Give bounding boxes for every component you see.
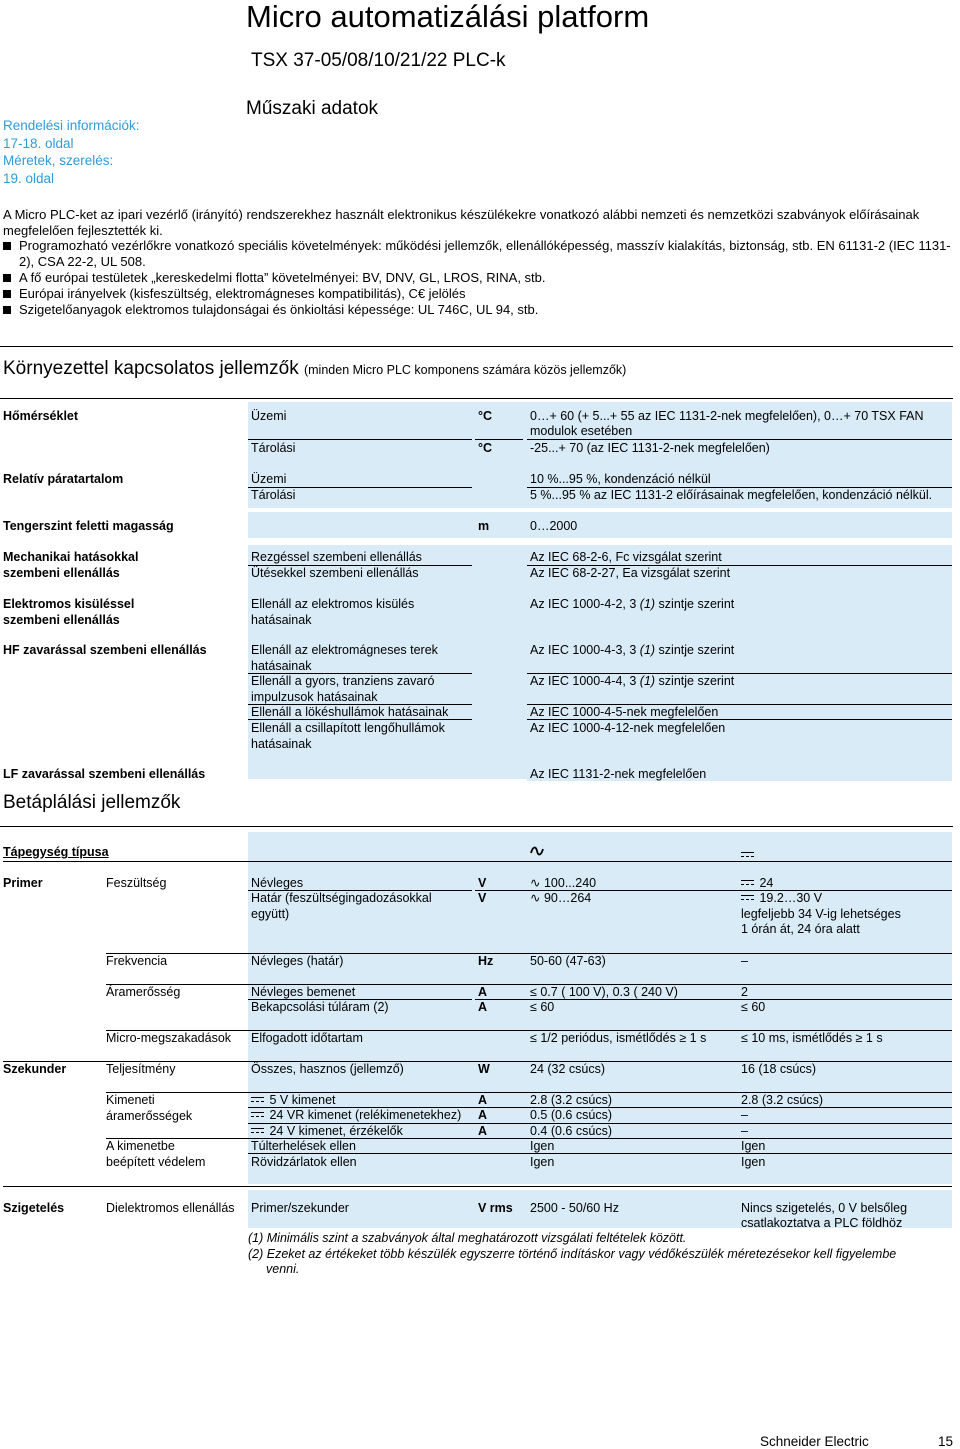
- cell: Ellenáll az elektromos kisülés: [251, 597, 415, 611]
- dc-icon: [251, 1128, 264, 1136]
- divider: [0, 346, 953, 347]
- cell: Az IEC 1131-2-nek megfelelően: [530, 767, 707, 781]
- cell: legfeljebb 34 V-ig lehetséges: [741, 907, 901, 921]
- footnote: venni.: [266, 1262, 300, 1276]
- cell: Feszültség: [106, 876, 167, 890]
- cell: Igen: [530, 1139, 555, 1153]
- unit: V: [478, 876, 487, 890]
- cell: együtt): [251, 907, 290, 921]
- ref-line[interactable]: Méretek, szerelés:: [3, 153, 114, 168]
- cell: Primer/szekunder: [251, 1201, 349, 1215]
- cell: Névleges bemenet: [251, 985, 356, 999]
- unit: °C: [478, 441, 493, 455]
- cell: ≤ 60: [530, 1000, 555, 1014]
- rule: [106, 953, 952, 954]
- cell: Az IEC 1000-4-12-nek megfelelően: [530, 721, 726, 735]
- page-number: 15: [938, 1434, 954, 1449]
- row-label: Tengerszint feletti magasság: [3, 519, 174, 533]
- unit: A: [478, 1000, 488, 1014]
- cell: Áramerősség: [106, 985, 181, 999]
- standards-list: [3, 238, 955, 318]
- row-label: LF zavarással szembeni ellenállás: [3, 767, 206, 781]
- row-label: Relatív páratartalom: [3, 472, 124, 486]
- cell: Üzemi: [251, 472, 287, 486]
- rule: [106, 1092, 952, 1093]
- cell: 2.8 (3.2 csúcs): [741, 1093, 823, 1107]
- cell: 0…2000: [530, 519, 578, 533]
- cell: 19.2…30 V: [741, 891, 822, 907]
- cell: Az IEC 1000-4-4, 3 (1) szintje szerint: [530, 674, 735, 688]
- page-title: Micro automatizálási platform: [246, 0, 650, 34]
- unit: Hz: [478, 954, 494, 968]
- footnote: (1) Minimális szint a szabványok által meghatározott vizsgálati feltételek között.: [248, 1231, 687, 1245]
- cell: Dielektromos ellenállás: [106, 1201, 235, 1215]
- ac-icon: ∿: [530, 891, 541, 905]
- cell: -25...+ 70 (az IEC 1131-2-nek megfelelően): [530, 441, 770, 455]
- cell: beépített védelem: [106, 1155, 206, 1169]
- cell: áramerősségek: [106, 1109, 193, 1123]
- cell: 2.8 (3.2 csúcs): [530, 1093, 612, 1107]
- cell: Az IEC 1000-4-2, 3 (1) szintje szerint: [530, 597, 735, 611]
- cell: csatlakoztatva a PLC földhöz: [741, 1216, 903, 1230]
- cell: Rezgéssel szembeni ellenállás: [251, 550, 422, 564]
- cell: modulok esetében: [530, 424, 633, 438]
- cell: Ellenáll a csillapított lengőhullámok: [251, 721, 445, 735]
- unit: V: [478, 891, 487, 905]
- unit: A: [478, 1093, 488, 1107]
- cell: 0…+ 60 (+ 5...+ 55 az IEC 1131-2-nek megfelelően), 0…+ 70 TSX FAN: [530, 409, 924, 423]
- rule: [3, 1186, 952, 1187]
- cell: 5 V kimenet: [251, 1093, 336, 1109]
- ref-line[interactable]: 19. oldal: [3, 170, 55, 186]
- rule: [248, 439, 472, 440]
- cell: 10 %...95 %, kondenzáció nélkül: [530, 472, 711, 486]
- cell: ∿ 90…264: [530, 891, 592, 905]
- cell: Ellenáll a lökéshullámok hatásainak: [251, 705, 449, 719]
- cell: 24 (32 csúcs): [530, 1062, 606, 1076]
- list-item: Szigetelőanyagok elektromos tulajdonságai és önkioltási képessége: UL 746C, UL 94, stb.: [3, 302, 955, 318]
- list-item: A fő európai testületek „kereskedelmi flotta” követelményei: BV, DNV, GL, LROS, RINA, stb.: [3, 270, 955, 286]
- cell: 0.4 (0.6 csúcs): [530, 1124, 612, 1138]
- row-label: Mechanikai hatásokkal: [3, 550, 139, 564]
- cell: Túlterhelések ellen: [251, 1139, 356, 1153]
- cell: Elfogadott időtartam: [251, 1031, 363, 1045]
- cell: ≤ 1/2 periódus, ismétlődés ≥ 1 s: [530, 1031, 707, 1045]
- env-title-note: (minden Micro PLC komponens számára közös jellemzők): [303, 363, 627, 377]
- cell: Ellenáll az elektromágneses terek: [251, 643, 438, 657]
- cell: ∿ 100...240: [530, 876, 597, 890]
- rule: [106, 984, 952, 985]
- rule: [248, 719, 472, 720]
- cell: –: [741, 954, 748, 968]
- cell: hatásainak: [251, 659, 312, 673]
- dc-icon: [741, 880, 754, 888]
- cell: Rövidzárlatok ellen: [251, 1155, 357, 1169]
- order-refs: [3, 117, 140, 187]
- unit: A: [478, 985, 488, 999]
- env-section-title: [3, 358, 626, 380]
- cell: Határ (feszültségingadozásokkal: [251, 891, 432, 905]
- cell: Névleges: [251, 876, 304, 890]
- cell: 16 (18 csúcs): [741, 1062, 817, 1076]
- cell: Az IEC 1000-4-5-nek megfelelően: [530, 705, 719, 719]
- cell: Névleges (határ): [251, 954, 344, 968]
- footer-brand: Schneider Electric: [760, 1434, 869, 1449]
- cell: Teljesítmény: [106, 1062, 176, 1076]
- env-title: Környezettel kapcsolatos jellemzők: [3, 358, 299, 379]
- cell: Ellenáll a gyors, tranziens zavaró: [251, 674, 435, 688]
- cell: Micro-megszakadások: [106, 1031, 232, 1045]
- dc-icon: [251, 1112, 264, 1120]
- cell: Az IEC 1000-4-3, 3 (1) szintje szerint: [530, 643, 735, 657]
- unit: °C: [478, 409, 493, 423]
- cell: Kimeneti: [106, 1093, 155, 1107]
- intro-text: A Micro PLC-ket az ipari vezérlő (irányító) rendszerekhez használt elektronikus készülékekre vonatkozó alábbi nemzeti és nemzetközi szabványok előírásainak megfelelően fejlesztették ki.: [3, 207, 920, 238]
- unit: m: [478, 519, 490, 533]
- cell: Igen: [741, 1155, 766, 1169]
- ac-icon: ∿: [530, 876, 541, 890]
- rule: [527, 719, 952, 720]
- cell: Nincs szigetelés, 0 V belsőleg: [741, 1201, 908, 1215]
- dc-icon: [251, 1097, 264, 1105]
- row-label: HF zavarással szembeni ellenállás: [3, 643, 207, 657]
- cell: 24: [741, 876, 773, 892]
- rule: [248, 1153, 952, 1154]
- cell: Tárolási: [251, 488, 296, 502]
- cell: 24 V kimenet, érzékelők: [251, 1124, 403, 1140]
- rule: [527, 439, 952, 440]
- table-fill: [248, 512, 952, 538]
- cell: 2500 - 50/60 Hz: [530, 1201, 619, 1215]
- ref-line[interactable]: Rendelési információk:: [3, 118, 140, 133]
- cell: Üzemi: [251, 409, 287, 423]
- row-label: Primer: [3, 876, 43, 890]
- cell: Igen: [741, 1139, 766, 1153]
- row-label: Hőmérséklet: [3, 409, 79, 423]
- cell: 1 órán át, 24 óra alatt: [741, 922, 860, 936]
- cell: hatásainak: [251, 613, 312, 627]
- cell: –: [741, 1124, 748, 1138]
- power-section-title: Betáplálási jellemzők: [3, 792, 181, 813]
- cell: 24 VR kimenet (relékimenetekhez): [251, 1108, 461, 1124]
- cell: A kimenetbe: [106, 1139, 175, 1153]
- cell: 2: [741, 985, 748, 999]
- cell: ≤ 60: [741, 1000, 766, 1014]
- cell: hatásainak: [251, 737, 312, 751]
- list-item: Európai irányelvek (kisfeszültség, elektromágneses kompatibilitás), C€ jelölés: [3, 286, 955, 302]
- rule: [3, 861, 952, 862]
- cell: Tárolási: [251, 441, 296, 455]
- cell: Az IEC 68-2-27, Ea vizsgálat szerint: [530, 566, 731, 580]
- cell: Összes, hasznos (jellemző): [251, 1062, 404, 1076]
- unit: V rms: [478, 1201, 513, 1215]
- row-label: szembeni ellenállás: [3, 613, 120, 627]
- row-label: Szigetelés: [3, 1201, 65, 1215]
- cell: Igen: [530, 1155, 555, 1169]
- divider: [0, 826, 953, 827]
- rule: [106, 1138, 952, 1139]
- ac-icon: [530, 845, 544, 857]
- dc-icon: [741, 848, 756, 864]
- row-label: szembeni ellenállás: [3, 566, 120, 580]
- footnotes: [248, 1231, 953, 1278]
- section-title: Műszaki adatok: [246, 98, 379, 119]
- cell: Az IEC 68-2-6, Fc vizsgálat szerint: [530, 550, 722, 564]
- cell: Bekapcsolási túláram (2): [251, 1000, 389, 1014]
- cell: Frekvencia: [106, 954, 168, 968]
- ref-line[interactable]: 17-18. oldal: [3, 135, 74, 151]
- row-label: Szekunder: [3, 1062, 67, 1076]
- list-item: Programozható vezérlőkre vonatkozó speciális követelmények: működési jellemzők, ellenállóképesség, masszív kialakítás, biztonság, stb. EN 61131-2 (IEC 1131-2), CSA 22-2, UL 508.: [3, 238, 955, 270]
- divider: [0, 398, 953, 399]
- rule: [475, 439, 523, 440]
- cell: ≤ 10 ms, ismétlődés ≥ 1 s: [741, 1031, 883, 1045]
- row-label: Elektromos kisüléssel: [3, 597, 135, 611]
- cell: impulzusok hatásainak: [251, 690, 378, 704]
- unit: W: [478, 1062, 490, 1076]
- dc-icon: [741, 895, 754, 903]
- cell: Ütésekkel szembeni ellenállás: [251, 566, 419, 580]
- cell: 5 %...95 % az IEC 1131-2 előírásainak megfelelően, kondenzáció nélkül.: [530, 488, 933, 502]
- row-label: Tápegység típusa: [3, 845, 109, 859]
- unit: A: [478, 1108, 488, 1122]
- page-subtitle: TSX 37-05/08/10/21/22 PLC-k: [251, 50, 506, 71]
- footnote: (2) Ezeket az értékeket több készülék egyszerre történő indításkor vagy védőkészülék méretezésekor kell figyelembe: [248, 1246, 897, 1261]
- unit: A: [478, 1124, 488, 1138]
- cell: 0.5 (0.6 csúcs): [530, 1108, 612, 1122]
- cell: ≤ 0.7 ( 100 V), 0.3 ( 240 V): [530, 985, 678, 999]
- cell: –: [741, 1108, 748, 1122]
- cell: 50-60 (47-63): [530, 954, 606, 968]
